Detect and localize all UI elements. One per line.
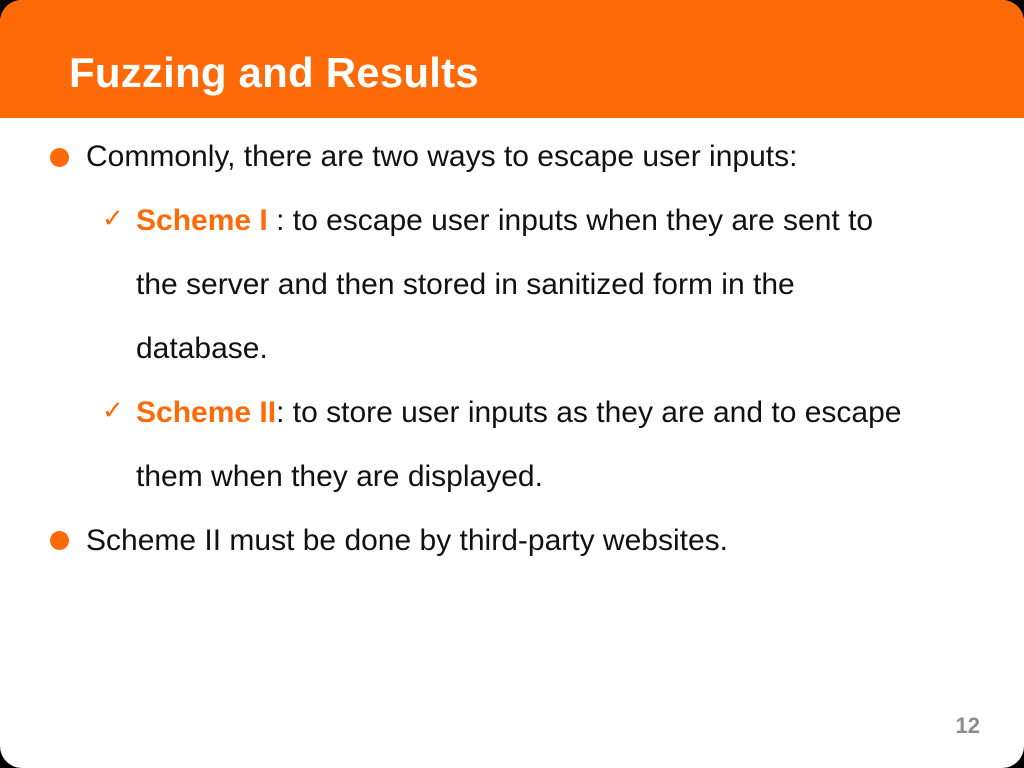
page-number: 12 xyxy=(955,713,980,738)
slide-title: Fuzzing and Results xyxy=(69,49,479,96)
sub-item-line: database. xyxy=(136,332,268,365)
bullet-text: Commonly, there are two ways to escape user inputs: xyxy=(86,140,798,173)
sub-item-line: the server and then stored in sanitized form in the xyxy=(136,268,795,301)
scheme-label: Scheme II xyxy=(136,396,277,429)
check-icon: ✓ xyxy=(102,203,124,233)
bullet-dot-icon xyxy=(50,531,69,550)
sub-item-line xyxy=(136,395,901,431)
sub-item-line: them when they are displayed. xyxy=(136,460,543,493)
check-icon: ✓ xyxy=(102,395,124,425)
sub-item-text: : to store user inputs as they are and to escape xyxy=(276,396,902,429)
sub-item-text: : to escape user inputs when they are sent to xyxy=(267,204,874,237)
sub-item-line xyxy=(136,203,873,239)
title-bar xyxy=(0,0,1024,118)
bullet-text: Scheme II must be done by third-party websites. xyxy=(86,524,728,557)
bullet-dot-icon xyxy=(50,148,69,167)
scheme-label: Scheme I xyxy=(136,204,268,237)
